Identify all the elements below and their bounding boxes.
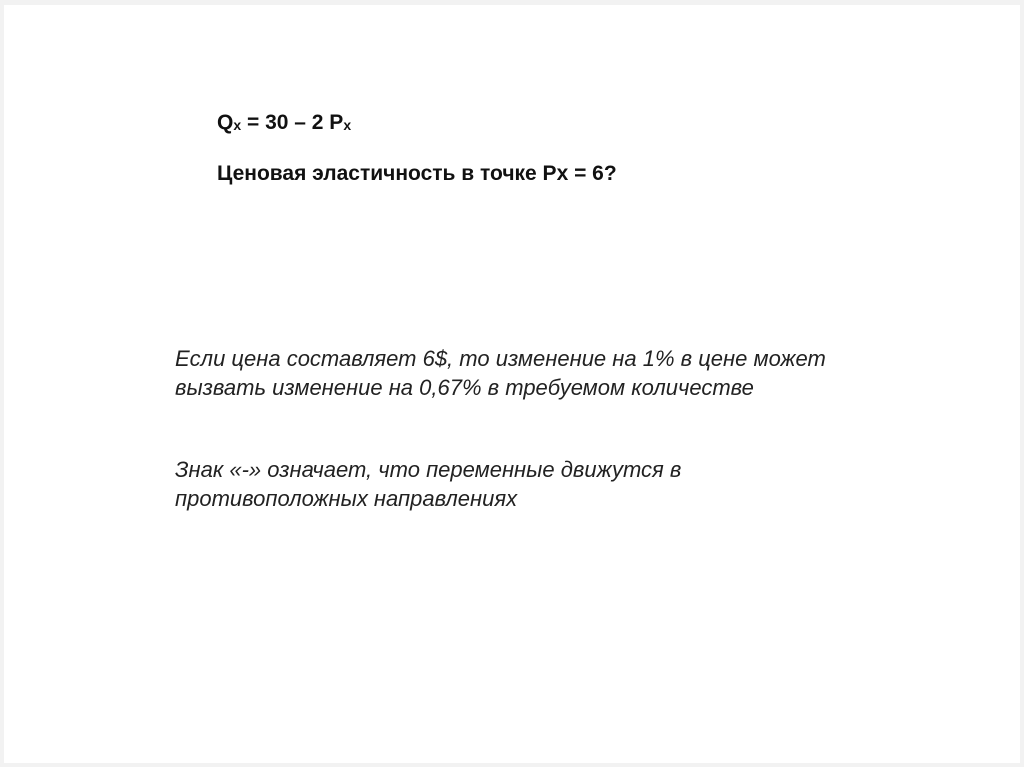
- formula-p-subscript: x: [343, 117, 352, 133]
- formula-q: Q: [217, 111, 234, 134]
- formula-q-subscript: x: [233, 117, 242, 133]
- answer-paragraph-2: Знак «-» означает, что переменные движутся в противоположных направлениях: [175, 457, 682, 511]
- demand-formula: [217, 111, 351, 135]
- slide: [4, 5, 1020, 763]
- answer-paragraph-1: Если цена составляет 6$, то изменение на 1% в цене может вызвать изменение на 0,67% в требуемом количестве: [175, 346, 826, 400]
- question-text: Ценовая эластичность в точке Px = 6?: [217, 162, 617, 185]
- formula-middle: = 30 – 2 P: [241, 111, 344, 134]
